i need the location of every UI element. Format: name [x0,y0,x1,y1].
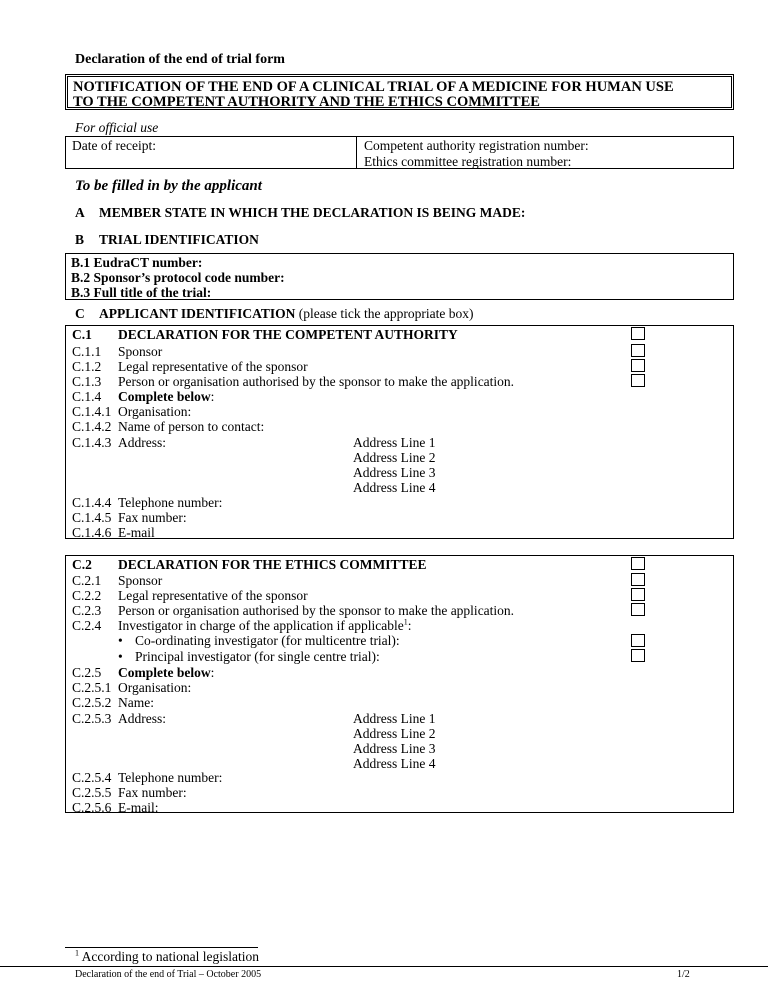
c1-legal-rep-checkbox[interactable] [631,359,645,372]
eudract-number-field[interactable]: B.1 EudraCT number: [71,255,203,270]
document-title: Declaration of the end of trial form [75,52,285,67]
section-c-title: APPLICANT IDENTIFICATION [99,306,296,321]
c1-heading: C.1 DECLARATION FOR THE COMPETENT AUTHORITY [72,327,458,342]
c2-bullet-dot-2: • [118,649,123,664]
c1-address-line-1: Address Line 1 [353,435,436,450]
official-use-box [65,136,734,169]
footnote-ref: 1 [403,617,408,627]
c2-row-legal-rep: C.2.2 Legal representative of the sponsor [72,588,308,603]
section-c-note: (please tick the appropriate box) [298,306,474,321]
c1-row-legal-rep: C.1.2 Legal representative of the sponsor [72,359,308,374]
section-b-heading [75,232,259,248]
c2-row-sponsor: C.2.1 Sponsor [72,573,163,588]
section-b-letter: B [75,232,85,247]
notification-title-line-2: TO THE COMPETENT AUTHORITY AND THE ETHICS COMMITTEE [73,94,540,110]
c2-row-complete-below: C.2.5 Complete below: [72,665,215,680]
section-b-title: TRIAL IDENTIFICATION [99,232,259,247]
c2-address-line-1: Address Line 1 [353,711,436,726]
protocol-code-field[interactable]: B.2 Sponsor’s protocol code number: [71,270,285,285]
c1-row-contact-name[interactable]: C.1.4.2 Name of person to contact: [72,419,265,434]
c1-row-telephone[interactable]: C.1.4.4 Telephone number: [72,495,223,510]
c2-bullet-coordinating: Co-ordinating investigator (for multicentre trial): [135,633,400,648]
c2-sponsor-checkbox[interactable] [631,573,645,586]
c2-address-line-3: Address Line 3 [353,741,436,756]
c1-address-line-4: Address Line 4 [353,480,436,495]
ca-registration-field[interactable]: Competent authority registration number: [364,138,589,153]
c1-authorised-checkbox[interactable] [631,374,645,387]
c2-authorised-checkbox[interactable] [631,603,645,616]
footnote [75,949,259,965]
c2-checkbox[interactable] [631,557,645,570]
registration-numbers [364,138,589,170]
section-a-title: MEMBER STATE IN WHICH THE DECLARATION IS BEING MADE: [99,205,526,220]
c1-address-line-3: Address Line 3 [353,465,436,480]
c2-address-lines[interactable] [353,711,435,771]
section-c-letter: C [75,306,85,321]
c2-row-address: C.2.5.3 Address: [72,711,166,726]
c2-bullet-dot-1: • [118,633,123,648]
official-box-divider [356,137,357,168]
date-of-receipt-field[interactable]: Date of receipt: [72,138,156,153]
c1-declaration-box [65,325,734,539]
c2-heading: C.2 DECLARATION FOR THE ETHICS COMMITTEE [72,557,427,572]
c2-row-telephone[interactable]: C.2.5.4 Telephone number: [72,770,223,785]
section-a-letter: A [75,205,85,220]
footnote-marker: 1 [75,948,79,958]
c1-row-fax[interactable]: C.1.4.5 Fax number: [72,510,187,525]
c2-declaration-box [65,555,734,813]
c2-row-email[interactable]: C.2.5.6 E-mail: [72,800,159,815]
footer-separator [0,966,768,967]
c2-row-investigator: C.2.4 Investigator in charge of the application if applicable$^1$: [72,617,412,633]
c1-address-lines[interactable] [353,435,435,495]
c2-address-line-2: Address Line 2 [353,726,436,741]
notification-title-box [65,74,734,110]
c2-row-fax[interactable]: C.2.5.5 Fax number: [72,785,187,800]
footer-document-label: Declaration of the end of Trial – October 2005 [75,969,262,980]
c2-legal-rep-checkbox[interactable] [631,588,645,601]
footnote-separator [65,947,258,948]
footer-page-number: 1/2 [677,969,690,980]
c1-checkbox[interactable] [631,327,645,340]
ec-registration-field[interactable]: Ethics committee registration number: [364,154,572,169]
c1-row-complete-below: C.1.4 Complete below: [72,389,215,404]
c2-row-authorised: C.2.3 Person or organisation authorised by the sponsor to make the application. [72,603,515,618]
section-a-heading [75,205,525,221]
c1-row-email[interactable]: C.1.4.6 E-mail [72,525,155,540]
section-c-heading [75,306,473,322]
c1-row-sponsor: C.1.1 Sponsor [72,344,163,359]
c2-row-organisation[interactable]: C.2.5.1 Organisation: [72,680,192,695]
c1-row-organisation[interactable]: C.1.4.1 Organisation: [72,404,192,419]
applicant-heading: To be filled in by the applicant [75,178,262,194]
c2-coordinating-checkbox[interactable] [631,634,645,647]
c1-row-authorised: C.1.3 Person or organisation authorised by the sponsor to make the application. [72,374,515,389]
trial-title-field[interactable]: B.3 Full title of the trial: [71,285,212,300]
c1-sponsor-checkbox[interactable] [631,344,645,357]
c2-bullet-principal: Principal investigator (for single centre trial): [135,649,380,664]
footnote-text: According to national legislation [81,949,259,964]
notification-title-line-1: NOTIFICATION OF THE END OF A CLINICAL TRIAL OF A MEDICINE FOR HUMAN USE [73,79,674,95]
c2-row-name[interactable]: C.2.5.2 Name: [72,695,154,710]
c1-row-address: C.1.4.3 Address: [72,435,166,450]
official-use-label: For official use [75,120,159,135]
c1-address-line-2: Address Line 2 [353,450,436,465]
c2-principal-checkbox[interactable] [631,649,645,662]
trial-identification-box [65,253,734,300]
c2-address-line-4: Address Line 4 [353,756,436,771]
